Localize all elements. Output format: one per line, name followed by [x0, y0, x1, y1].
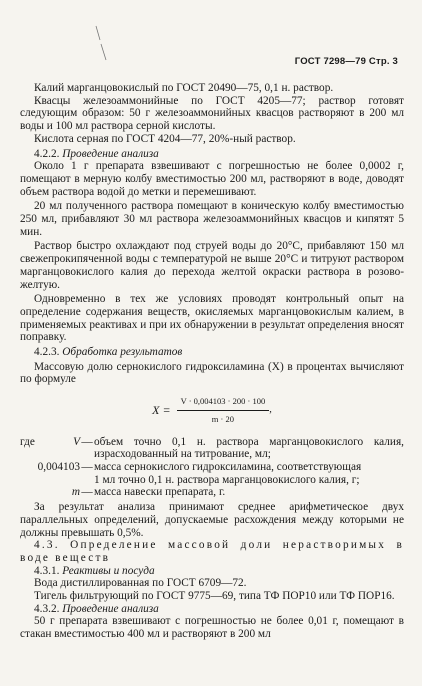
- paragraph: Массовую долю сернокислого гидроксиламина (X) в процентах вычисляют по формуле: [20, 360, 404, 386]
- section-number: 4.2.3.: [34, 346, 60, 359]
- paragraph: Одновременно в тех же условиях проводят контрольный опыт на определение содержания веществ, окисляемых марганцовокислым калием, в применяемых реактивах и при их обнаружении в результат определения вносят поправку.: [20, 293, 404, 344]
- definition-text: 1 мл точно 0,1 н. раствора марганцовокислого калия, г;: [94, 473, 360, 486]
- section-heading-4-3-2: [20, 603, 404, 616]
- variable-definitions: [20, 436, 404, 500]
- section-number: 4.2.2.: [34, 147, 60, 160]
- section-heading-4-2-2: [20, 148, 404, 161]
- definition-text: масса навески препарата, г.: [94, 486, 226, 499]
- paragraph: 20 мл полученного раствора помещают в коническую колбу вместимостью 250 мл, прибавляют 30 мл раствора железоаммонийных квасцов и кипятят 5 мин.: [20, 200, 404, 238]
- formula-denominator: m · 20: [211, 413, 234, 424]
- paragraph: Тигель фильтрующий по ГОСТ 9775—69, типа ТФ ПОР10 или ТФ ПОР16.: [34, 590, 395, 603]
- definition-symbol: 0,004103: [37, 460, 80, 473]
- definition-dash: —: [81, 486, 93, 499]
- definition-symbol: V: [73, 435, 80, 448]
- definition-continuation: [20, 474, 404, 487]
- where-label: где: [20, 435, 35, 448]
- definition-symbol: m: [71, 486, 80, 499]
- paragraph: Раствор быстро охлаждают под струей воды до 20°С, прибавляют 150 мл свежепрокипяченной воды с температурой не выше 20°С и титруют раствором марганцовокислого калия до перехода желтой окраски раствора в розово-желтую.: [20, 240, 404, 291]
- paragraph: Калий марганцовокислый по ГОСТ 20490—75, 0,1 н. раствор.: [34, 82, 334, 94]
- definition-row: [20, 461, 404, 474]
- section-number: 4.3.2.: [34, 602, 60, 615]
- definition-row: [20, 486, 404, 499]
- definition-text: масса сернокислого гидроксиламина, соответствующая: [94, 460, 362, 473]
- scan-mark: [92, 24, 112, 64]
- paragraph: Вода дистиллированная по ГОСТ 6709—72.: [34, 577, 247, 590]
- paragraph: Около 1 г препарата взвешивают с погрешностью не более 0,0002 г, помещают в мерную колбу вместимостью 200 мл, растворяют в воде, доводят объем раствора водой до метки и перемешивают.: [20, 160, 404, 198]
- section-title: Проведение анализа: [62, 147, 159, 160]
- formula-tail: ,: [269, 404, 272, 416]
- page-header: ГОСТ 7298—79 Стр. 3: [294, 56, 398, 67]
- definition-text: объем точно 0,1 н. раствора марганцовокислого калия, израсходованный на титрование, мл;: [94, 435, 404, 461]
- paragraph: Кислота серная по ГОСТ 4204—77, 20%-ный раствор.: [34, 132, 296, 145]
- section-title: Обработка результатов: [62, 346, 183, 359]
- document-body: [20, 82, 404, 641]
- paragraph: 50 г препарата взвешивают с погрешностью не более 0,01 г, помещают в стакан вместимостью 400 мл и растворяют в 200 мл: [20, 615, 404, 641]
- section-title: Проведение анализа: [62, 602, 159, 615]
- paragraph: Квасцы железоаммонийные по ГОСТ 4205—77; раствор готовят следующим образом: 50 г железоаммонийных квасцов растворяют в 200 мл воды и 100 мл раствора серной кислоты.: [20, 94, 404, 133]
- formula-numerator: V · 0,004103 · 200 · 100: [177, 395, 270, 411]
- section-number: 4.3.1.: [34, 564, 60, 577]
- formula-fraction: [177, 395, 270, 425]
- section-title: Реактивы и посуда: [62, 564, 155, 577]
- section-heading-4-2-3: [20, 346, 404, 359]
- section-heading-4-3-1: [20, 565, 404, 578]
- definition-dash: —: [81, 460, 93, 473]
- definition-dash: —: [81, 435, 93, 448]
- formula: [20, 395, 404, 425]
- section-heading-4-3: 4.3. Определение массовой доли нерастворимых в воде веществ: [20, 539, 404, 564]
- paragraph: За результат анализа принимают среднее арифметическое двух параллельных определений, допускаемые расхождения между которыми не должны превышать 0,5%.: [20, 501, 404, 539]
- formula-lhs: X =: [152, 403, 171, 418]
- definition-row: [20, 436, 404, 461]
